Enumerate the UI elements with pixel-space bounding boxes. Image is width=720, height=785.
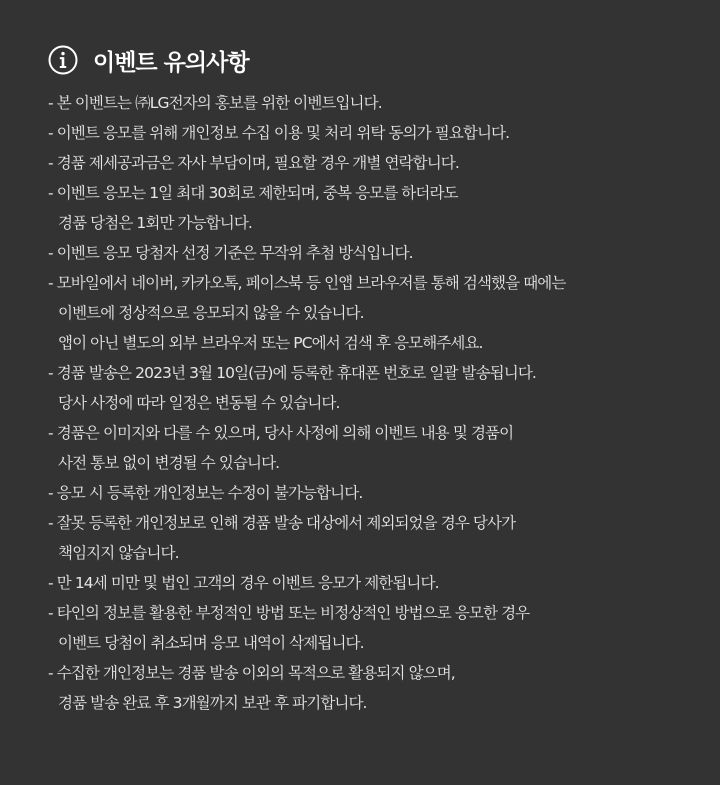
notice-line: - 타인의 정보를 활용한 부정적인 방법 또는 비정상적인 방법으로 응모한 경우: [48, 604, 530, 622]
notice-line: - 만 14세 미만 및 법인 고객의 경우 이벤트 응모가 제한됩니다.: [48, 574, 439, 592]
notice-line: 경품 당첨은 1회만 가능합니다.: [58, 214, 252, 232]
notice-item: [48, 238, 720, 268]
notice-item: [48, 358, 720, 418]
notice-line: - 이벤트 응모 당첨자 선정 기준은 무작위 추첨 방식입니다.: [48, 244, 413, 262]
notice-line: - 경품은 이미지와 다를 수 있으며, 당사 사정에 의해 이벤트 내용 및 경품이: [48, 424, 514, 442]
notice-line: - 응모 시 등록한 개인정보는 수정이 불가능합니다.: [48, 484, 363, 502]
notice-item: [48, 88, 720, 118]
notice-line: - 이벤트 응모는 1일 최대 30회로 제한되며, 중복 응모를 하더라도: [48, 184, 458, 202]
notice-line: 책임지지 않습니다.: [58, 544, 179, 562]
notice-line: - 경품 제세공과금은 자사 부담이며, 필요할 경우 개별 연락합니다.: [48, 154, 459, 172]
notice-line: - 본 이벤트는 ㈜LG전자의 홍보를 위한 이벤트입니다.: [48, 94, 382, 112]
notice-line: 앱이 아닌 별도의 외부 브라우저 또는 PC에서 검색 후 응모해주세요.: [58, 334, 483, 352]
info-circle-icon: [48, 45, 78, 75]
notice-line: - 수집한 개인정보는 경품 발송 이외의 목적으로 활용되지 않으며,: [48, 664, 455, 682]
notice-item: [48, 598, 720, 658]
notice-line: - 경품 발송은 2023년 3월 10일(금)에 등록한 휴대폰 번호로 일괄 발송됩니다.: [48, 364, 536, 382]
notice-line: - 모바일에서 네이버, 카카오톡, 페이스북 등 인앱 브라우저를 통해 검색했을 때에는: [48, 274, 566, 292]
notice-item: [48, 148, 720, 178]
notice-header: [48, 42, 720, 78]
notice-item: [48, 568, 720, 598]
notice-item: [48, 268, 720, 358]
notice-line: 사전 통보 없이 변경될 수 있습니다.: [58, 454, 280, 472]
notice-line: 당사 사정에 따라 일정은 변동될 수 있습니다.: [58, 394, 340, 412]
notice-title: 이벤트 유의사항: [93, 49, 249, 76]
notice-line: - 이벤트 응모를 위해 개인정보 수집 이용 및 처리 위탁 동의가 필요합니다.: [48, 124, 510, 142]
notice-item: [48, 658, 720, 718]
notice-item: [48, 118, 720, 148]
notice-list: [48, 88, 720, 718]
notice-item: [48, 478, 720, 508]
notice-item: [48, 508, 720, 568]
notice-line: 이벤트에 정상적으로 응모되지 않을 수 있습니다.: [58, 304, 364, 322]
notice-item: [48, 418, 720, 478]
notice-line: 이벤트 당첨이 취소되며 응모 내역이 삭제됩니다.: [58, 634, 364, 652]
notice-line: - 잘못 등록한 개인정보로 인해 경품 발송 대상에서 제외되었을 경우 당사가: [48, 514, 516, 532]
notice-line: 경품 발송 완료 후 3개월까지 보관 후 파기합니다.: [58, 694, 367, 712]
notice-item: [48, 178, 720, 238]
